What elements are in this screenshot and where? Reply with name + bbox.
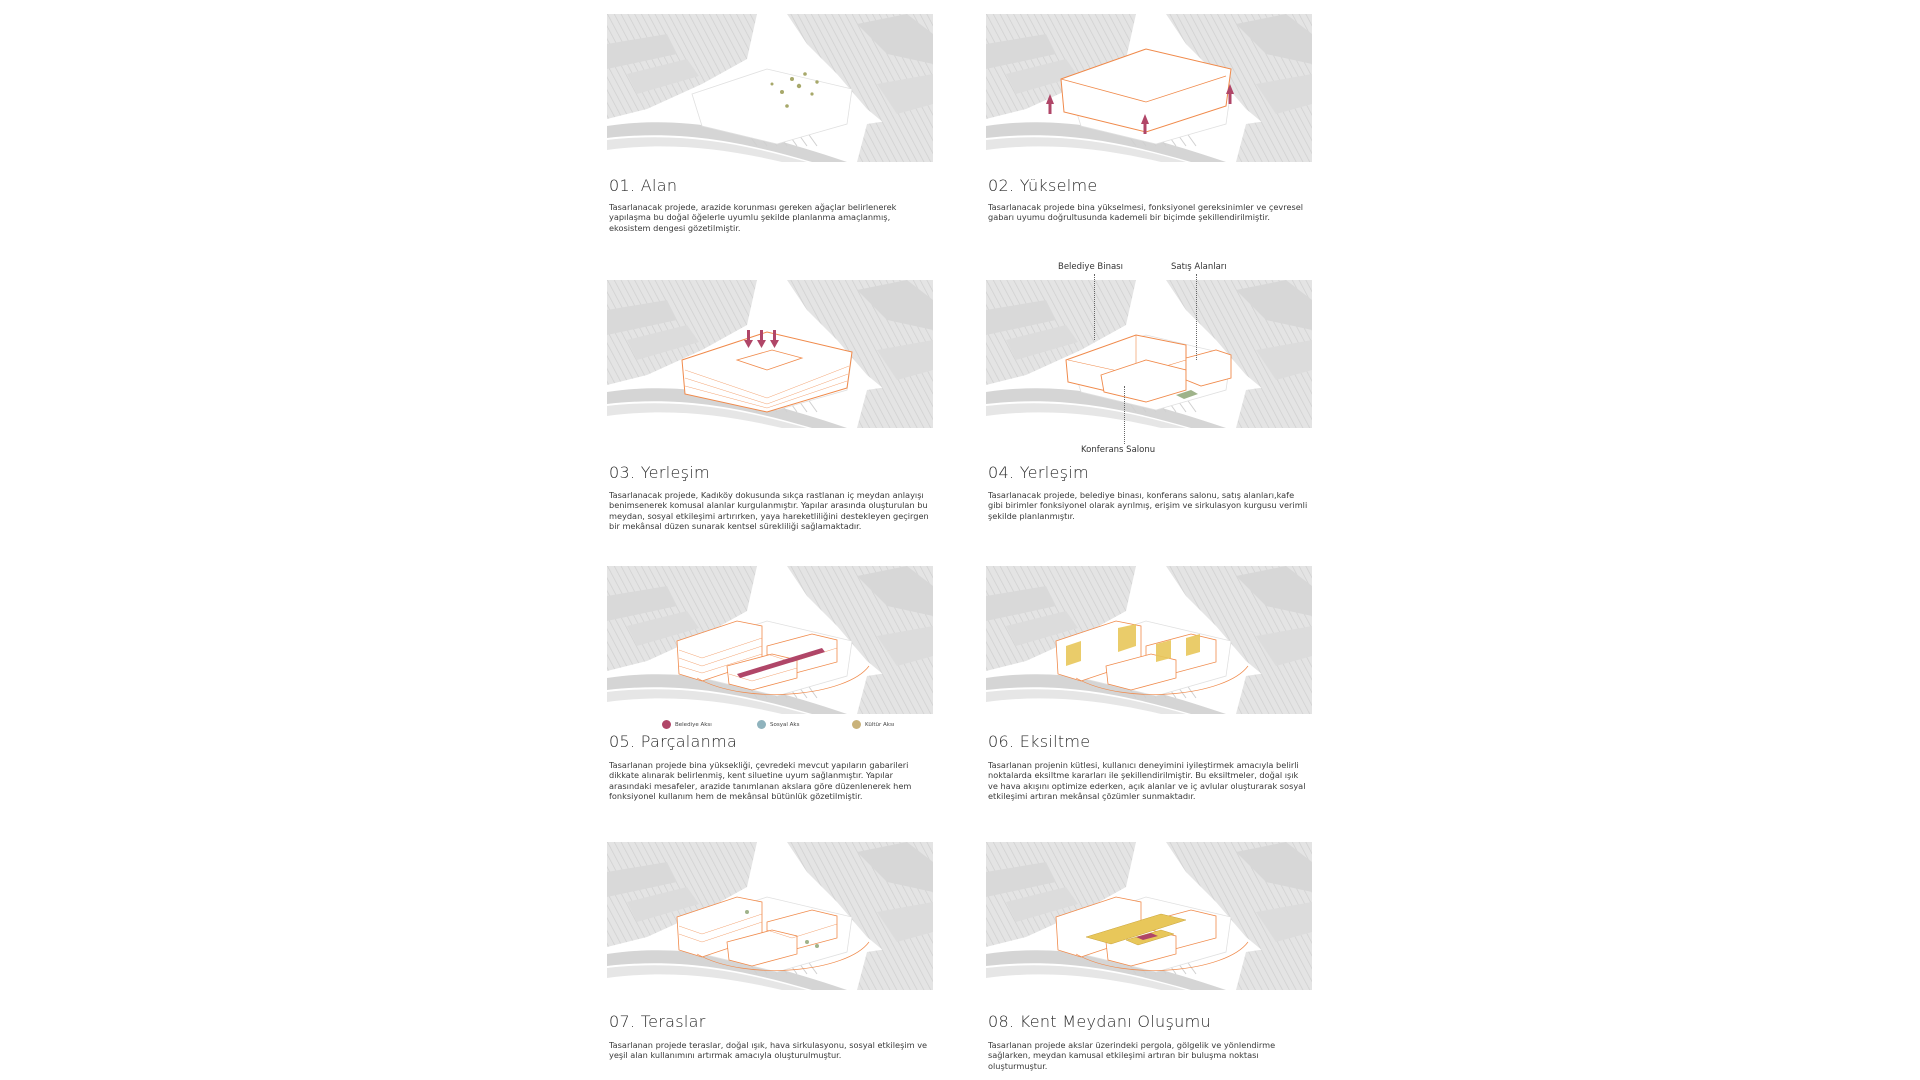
panel-title: 06. Eksiltme	[988, 732, 1091, 751]
panel-title: 08. Kent Meydanı Oluşumu	[988, 1012, 1211, 1031]
legend-item-sosyal	[757, 720, 799, 729]
panel-description: Tasarlanan projede teraslar, doğal ışık, hava sirkulasyonu, sosyal etkileşim ve yeşil alan kullanımını artırmak amacıyla oluşturulmuştur.	[609, 1040, 928, 1061]
diagram-07	[607, 842, 933, 990]
legend-label: Kültür Aksı	[865, 721, 895, 728]
panel-description: Tasarlanacak projede, belediye binası, konferans salonu, satış alanları,kafe gibi birimler fonksiyonel olarak ayrılmış, erişim ve sirkulasyon kurgusu verimli şekilde planlanmıştır.	[988, 490, 1308, 521]
callout-belediye-binasi: Belediye Binası	[1058, 262, 1123, 272]
panel-title: 04. Yerleşim	[988, 463, 1089, 482]
leader-belediye	[1094, 274, 1095, 340]
panel-description: Tasarlanan projede akslar üzerindeki pergola, gölgelik ve yönlendirme sağlarken, meydan kamusal etkileşimi artıran bir buluşma noktası oluşturmuştur.	[988, 1040, 1276, 1071]
legend-item-belediye	[662, 720, 712, 729]
panel-title: 02. Yükselme	[988, 176, 1098, 195]
diagram-03	[607, 280, 933, 428]
panel-description: Tasarlanacak projede, arazide korunması gereken ağaçlar belirlenerek yapılaşma bu doğal öğelerle uyumlu şekilde planlanma amaçlanmış, ekosistem dengesi gözetilmiştir.	[609, 202, 897, 233]
diagram-04	[986, 280, 1312, 428]
leader-konferans	[1124, 386, 1125, 444]
callout-satis-alanlari: Satış Alanları	[1171, 262, 1227, 272]
legend	[662, 720, 902, 732]
callout-konferans-salonu: Konferans Salonu	[1081, 445, 1156, 455]
diagram-06	[986, 566, 1312, 714]
diagram-08	[986, 842, 1312, 990]
panel-description: Tasarlanacak projede, Kadıköy dokusunda sıkça rastlanan iç meydan anlayışı benimsenerek komusal alanlar kurgulanmıştır. Yapılar arasında oluşturulan bu meydan, sosyal etkileşimi artırırken, yaya hareketliliğini destekleyen geçirgen bir mekânsal düzen sunarak kentsel sürekliliği sağlamaktadır.	[609, 490, 929, 531]
panel-title: 01. Alan	[609, 176, 678, 195]
diagram-02	[986, 14, 1312, 162]
leader-satis	[1196, 274, 1197, 360]
legend-label: Sosyal Aks	[770, 721, 800, 728]
panel-description: Tasarlanan projede bina yüksekliği, çevredeki mevcut yapıların gabarileri dikkate alınarak belirlenmiş, kent siluetine uyum sağlanmıştır. Yapılar arasındaki mesafeler, arazide tanımlanan akslara göre düzenlenerek hem fonksiyonel kullanım hem de mekânsal bütünlük gözetilmiştir.	[609, 760, 912, 801]
diagram-05	[607, 566, 933, 714]
legend-label: Belediye Aksı	[675, 721, 712, 728]
diagram-01	[607, 14, 933, 162]
legend-item-kultur	[852, 720, 894, 729]
panel-description: Tasarlanacak projede bina yükselmesi, fonksiyonel gereksinimler ve çevresel gabarı uyumu doğrultusunda kademeli bir biçimde şekillendirilmiştir.	[988, 202, 1304, 223]
legend-dot	[662, 720, 671, 729]
panel-title: 07. Teraslar	[609, 1012, 706, 1031]
legend-dot	[852, 720, 861, 729]
panel-title: 03. Yerleşim	[609, 463, 710, 482]
panel-description: Tasarlanan projenin kütlesi, kullanıcı deneyimini iyileştirmek amacıyla belirli noktalarda eksiltme kararları ile şekillendirilmiştir. Bu eksiltmeler, doğal ışık ve hava akışını optimize ederken, açık alanlar ve iç avlular oluşturarak sosyal etkileşimi artıran mekânsal çözümler sunmaktadır.	[988, 760, 1306, 801]
legend-dot	[757, 720, 766, 729]
panel-title: 05. Parçalanma	[609, 732, 738, 751]
